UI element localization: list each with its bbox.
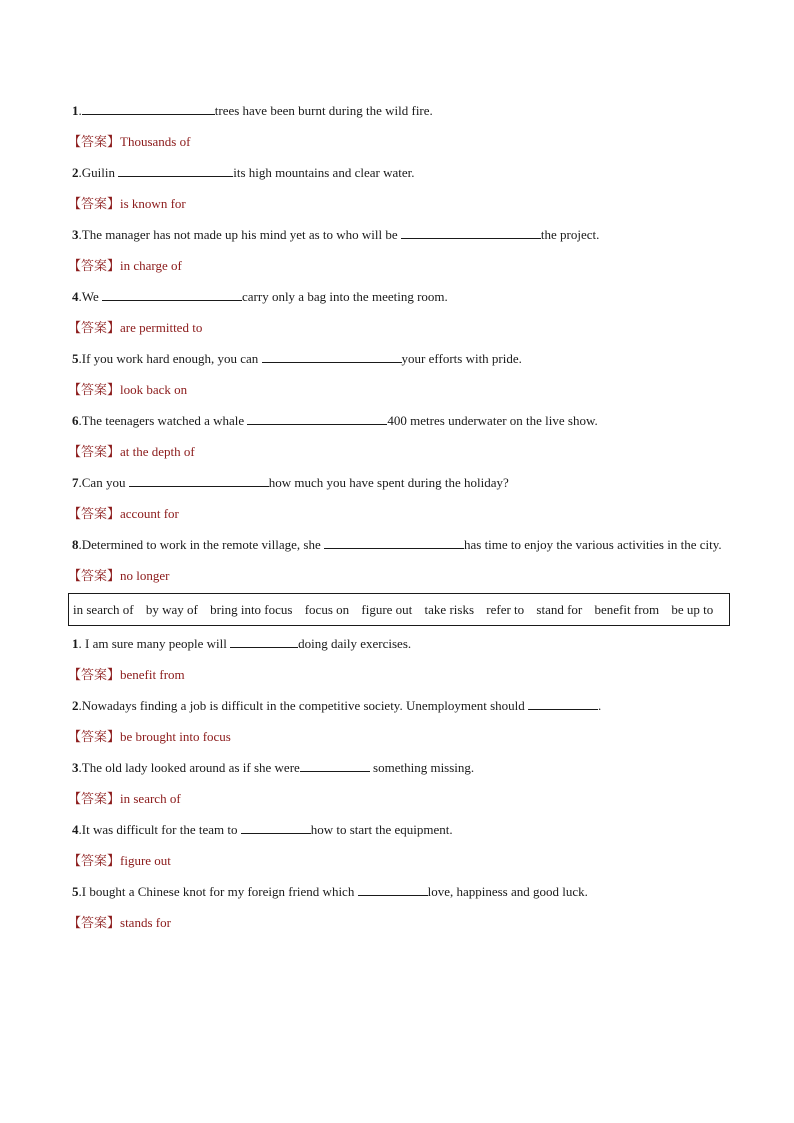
question-text-before: Can you xyxy=(81,475,129,490)
question-number-dot: . xyxy=(78,760,82,775)
question-number: 7 xyxy=(72,475,79,490)
answer-line xyxy=(68,188,732,219)
answer-tag: 【答案】 xyxy=(68,444,121,459)
answer-tag: 【答案】 xyxy=(68,196,121,211)
answer-blank[interactable] xyxy=(129,474,269,487)
question-number: 2 xyxy=(72,698,79,713)
question-3 xyxy=(72,219,732,250)
question-text-before: I am sure many people will xyxy=(81,636,231,651)
question-text-after: has time to enjoy the various activities in the city. xyxy=(463,537,722,552)
question-text-after: how to start the equipment. xyxy=(310,822,453,837)
question-4 xyxy=(72,281,732,312)
answer-line xyxy=(68,907,732,938)
answer-line xyxy=(68,721,732,752)
question-text-before: The old lady looked around as if she were xyxy=(81,760,300,775)
question-number-dot: . xyxy=(78,413,82,428)
section-1 xyxy=(68,95,732,591)
answer-text: stands for xyxy=(120,915,171,930)
answer-tag: 【答案】 xyxy=(68,320,121,335)
answer-tag: 【答案】 xyxy=(68,853,121,868)
question-text-before: The teenagers watched a whale xyxy=(81,413,248,428)
answer-blank[interactable] xyxy=(401,226,541,239)
question-number: 6 xyxy=(72,413,79,428)
question-number-dot: . xyxy=(78,537,82,552)
question-text-before: I bought a Chinese knot for my foreign friend which xyxy=(81,884,358,899)
answer-line xyxy=(68,374,732,405)
question-number: 4 xyxy=(72,822,79,837)
question-text-after: doing daily exercises. xyxy=(298,636,412,651)
answer-tag: 【答案】 xyxy=(68,382,121,397)
question-2 xyxy=(72,157,732,188)
answer-text: account for xyxy=(120,506,179,521)
answer-tag: 【答案】 xyxy=(68,258,121,273)
answer-blank[interactable] xyxy=(300,759,370,772)
question-text-after: carry only a bag into the meeting room. xyxy=(242,289,448,304)
question-number-dot: . xyxy=(78,227,82,242)
question-text-before: If you work hard enough, you can xyxy=(81,351,262,366)
answer-text: in search of xyxy=(120,791,181,806)
question-number: 2 xyxy=(72,165,79,180)
question-1 xyxy=(72,95,732,126)
word-bank-item: by way of xyxy=(145,602,198,617)
question-number-dot: . xyxy=(78,822,82,837)
question-number-dot: . xyxy=(78,475,82,490)
question-text-before: Nowadays finding a job is difficult in the competitive society. Unemployment should xyxy=(81,698,529,713)
question-text-before: It was difficult for the team to xyxy=(81,822,241,837)
question-number-dot: . xyxy=(78,698,82,713)
question-number-dot: . xyxy=(78,351,82,366)
answer-blank[interactable] xyxy=(262,350,402,363)
answer-text: is known for xyxy=(120,196,186,211)
question-number-dot: . xyxy=(78,884,82,899)
question-number: 1 xyxy=(72,636,79,651)
answer-text: Thousands of xyxy=(120,134,191,149)
question-4 xyxy=(72,814,732,845)
answer-line xyxy=(68,498,732,529)
answer-text: no longer xyxy=(120,568,170,583)
question-text-before: We xyxy=(81,289,102,304)
answer-line xyxy=(68,659,732,690)
word-bank-item: bring into focus xyxy=(210,602,293,617)
question-7 xyxy=(72,467,732,498)
question-number: 8 xyxy=(72,537,79,552)
answer-blank[interactable] xyxy=(102,288,242,301)
question-text-after: the project. xyxy=(540,227,600,242)
word-bank-item: in search of xyxy=(73,602,134,617)
answer-text: be brought into focus xyxy=(120,729,231,744)
question-2 xyxy=(72,690,732,721)
answer-text: look back on xyxy=(120,382,188,397)
question-number: 4 xyxy=(72,289,79,304)
question-5 xyxy=(72,343,732,374)
word-bank-box xyxy=(68,593,730,626)
question-number-dot: . xyxy=(78,103,82,118)
answer-text: benefit from xyxy=(120,667,185,682)
answer-line xyxy=(68,126,732,157)
answer-blank[interactable] xyxy=(230,635,298,648)
question-text-after: its high mountains and clear water. xyxy=(233,165,415,180)
answer-tag: 【答案】 xyxy=(68,667,121,682)
question-text-after: trees have been burnt during the wild fire. xyxy=(214,103,433,118)
question-number: 3 xyxy=(72,760,79,775)
answer-line xyxy=(68,845,732,876)
word-bank-item: take risks xyxy=(424,602,475,617)
word-bank-item: focus on xyxy=(304,602,350,617)
answer-line xyxy=(68,436,732,467)
question-6 xyxy=(72,405,732,436)
question-text-after: 400 metres underwater on the live show. xyxy=(387,413,598,428)
answer-blank[interactable] xyxy=(528,697,598,710)
answer-tag: 【答案】 xyxy=(68,568,121,583)
answer-blank[interactable] xyxy=(241,821,311,834)
answer-blank[interactable] xyxy=(324,536,464,549)
answer-tag: 【答案】 xyxy=(68,791,121,806)
answer-tag: 【答案】 xyxy=(68,729,121,744)
question-8 xyxy=(72,529,732,560)
question-text-before: Determined to work in the remote village, she xyxy=(81,537,324,552)
answer-text: figure out xyxy=(120,853,171,868)
answer-blank[interactable] xyxy=(118,164,233,177)
answer-line xyxy=(68,783,732,814)
answer-line xyxy=(68,250,732,281)
question-text-before: Guilin xyxy=(81,165,119,180)
question-number: 5 xyxy=(72,351,79,366)
question-1 xyxy=(72,628,732,659)
question-text-after: . xyxy=(598,698,602,713)
answer-tag: 【答案】 xyxy=(68,915,121,930)
question-text-after: love, happiness and good luck. xyxy=(427,884,588,899)
answer-line xyxy=(68,312,732,343)
answer-line xyxy=(68,560,732,591)
worksheet xyxy=(68,95,732,938)
word-bank-item: refer to xyxy=(486,602,525,617)
question-number-dot: . xyxy=(78,165,82,180)
question-number: 1 xyxy=(72,103,79,118)
word-bank-item: benefit from xyxy=(594,602,660,617)
question-number: 3 xyxy=(72,227,79,242)
word-bank-item: figure out xyxy=(361,602,413,617)
question-3 xyxy=(72,752,732,783)
answer-text: at the depth of xyxy=(120,444,195,459)
answer-blank[interactable] xyxy=(247,412,387,425)
question-5 xyxy=(72,876,732,907)
question-text-before: The manager has not made up his mind yet as to who will be xyxy=(81,227,401,242)
answer-tag: 【答案】 xyxy=(68,506,121,521)
word-bank-item: stand for xyxy=(536,602,583,617)
question-text-after: how much you have spent during the holiday? xyxy=(268,475,509,490)
answer-text: in charge of xyxy=(120,258,182,273)
question-text-after: your efforts with pride. xyxy=(401,351,522,366)
question-text-after: something missing. xyxy=(369,760,475,775)
question-number-dot: . xyxy=(78,636,82,651)
question-number: 5 xyxy=(72,884,79,899)
question-number-dot: . xyxy=(78,289,82,304)
answer-blank[interactable] xyxy=(358,883,428,896)
answer-blank[interactable] xyxy=(82,102,215,115)
answer-text: are permitted to xyxy=(120,320,203,335)
word-bank-item: be up to xyxy=(671,602,714,617)
answer-tag: 【答案】 xyxy=(68,134,121,149)
section-2 xyxy=(68,628,732,938)
